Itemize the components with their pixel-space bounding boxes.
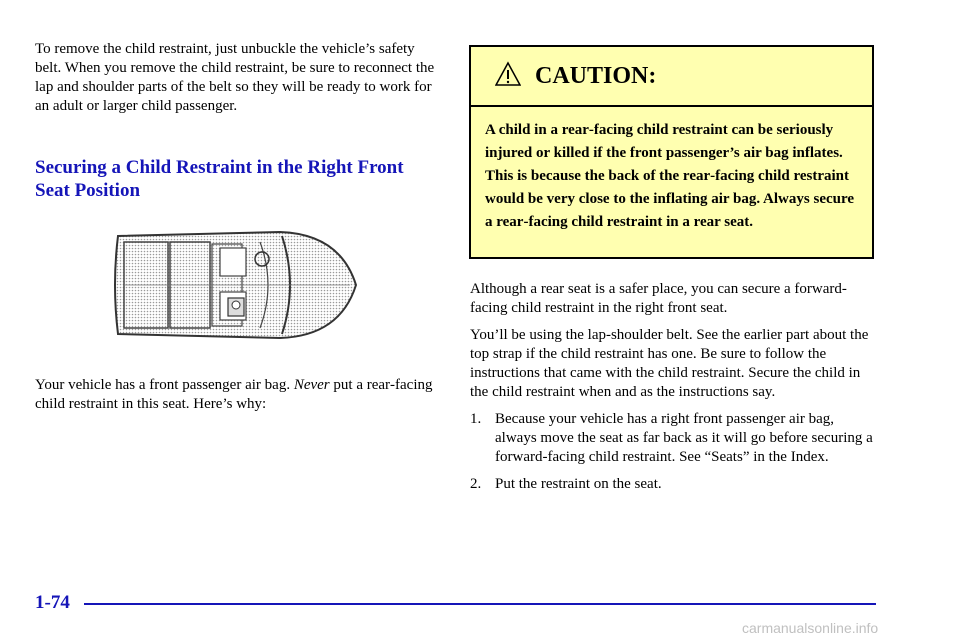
car-top-view-illustration (110, 226, 362, 344)
step-number: 1. (470, 411, 482, 427)
lap-shoulder-belt-paragraph: You’ll be using the lap‐shoulder belt. See the earlier part about the top strap if the child restraint has one. Be sure to follow the instructions that came with the child restraint. Secure the child in the child restraint when and as the instructions say. (470, 327, 869, 400)
right-column (470, 280, 875, 502)
air-bag-warning-paragraph (35, 376, 440, 414)
caution-title: CAUTION: (535, 63, 657, 89)
section-heading: Securing a Child Restraint in the Right Front Seat Position (35, 157, 404, 201)
caution-header (471, 47, 872, 107)
footer-rule (84, 603, 876, 605)
caution-box (469, 45, 874, 259)
never-emphasis: Never (293, 377, 330, 393)
step-text: Because your vehicle has a right front passenger air bag, always move the seat as far back as it will go before securing a forward‐facing child restraint. See “Seats” in the Index. (495, 411, 873, 465)
step-text: Put the restraint on the seat. (495, 476, 662, 492)
why-text-before: Your vehicle has a front passenger air bag. (35, 377, 294, 393)
watermark: carmanualsonline.info (742, 620, 879, 636)
page-number: 1-74 (35, 592, 70, 613)
left-column (35, 40, 440, 116)
list-item (470, 475, 875, 494)
why-text-after: put a rear‐facing child restraint in this seat. Here’s why: (35, 377, 433, 412)
step-number: 2. (470, 476, 482, 492)
intro-paragraph: To remove the child restraint, just unbuckle the vehicle’s safety belt. When you remove the child restraint, be sure to reconnect the lap and shoulder parts of the belt so they will be ready to work for an adult or larger child passenger. (35, 41, 435, 114)
warning-triangle-icon (495, 61, 521, 87)
safer-place-paragraph: Although a rear seat is a safer place, you can secure a forward‐facing child restraint in the right front seat. (470, 281, 847, 316)
list-item (470, 410, 875, 467)
caution-text: A child in a rear‐facing child restraint can be seriously injured or killed if the front passenger’s air bag inflates. This is because the back of the rear‐facing child restraint would be very close to the inflating air bag. Always secure a rear‐facing child restraint in a rear seat. (485, 122, 855, 230)
